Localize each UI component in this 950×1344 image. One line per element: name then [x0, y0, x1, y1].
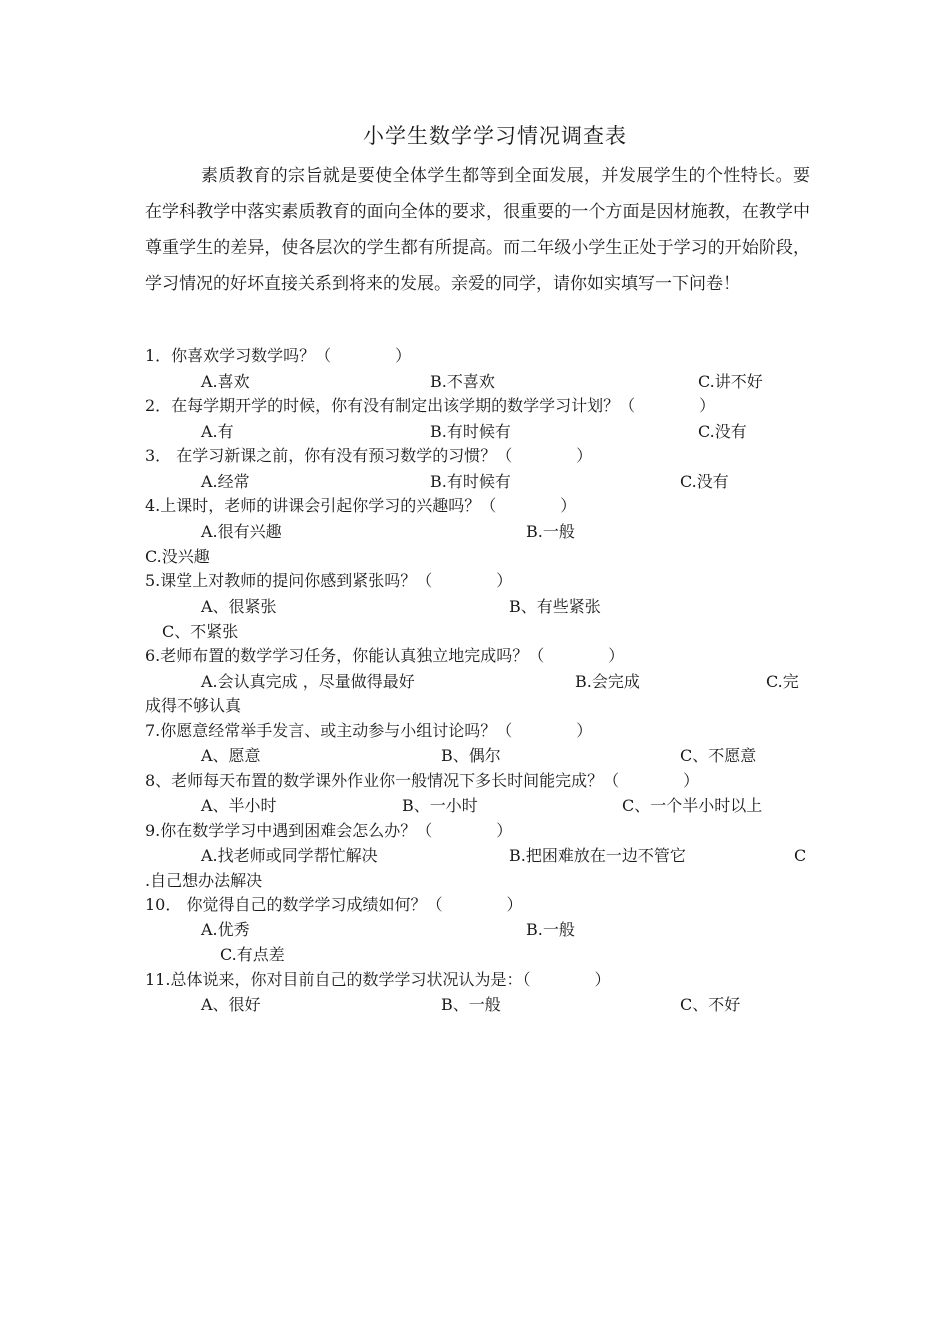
- question-5-option-c[interactable]: C、不紧张: [162, 622, 239, 641]
- question-6: 6.老师布置的数学学习任务，你能认真独立地完成吗？（ ）: [145, 646, 625, 665]
- question-9-option-c-continued: .自己想办法解决: [145, 871, 263, 890]
- question-5-option-b[interactable]: B、有些紧张: [509, 597, 601, 616]
- question-11-option-b[interactable]: B、一般: [441, 995, 501, 1014]
- question-11-option-a[interactable]: A、很好: [201, 995, 261, 1014]
- question-1: 1．你喜欢学习数学吗？（ ）: [145, 346, 412, 365]
- question-8-option-a[interactable]: A、半小时: [201, 796, 277, 815]
- page-title: 小学生数学学习情况调查表: [363, 124, 627, 148]
- question-7-option-b[interactable]: B、偶尔: [441, 746, 501, 765]
- question-1-option-b[interactable]: B.不喜欢: [430, 372, 495, 391]
- question-4-option-a[interactable]: A.很有兴趣: [201, 522, 282, 541]
- question-6-option-c-continued: 成得不够认真: [145, 696, 242, 715]
- question-2-option-b[interactable]: B.有时候有: [430, 422, 511, 441]
- intro-text: 素质教育的宗旨就是要使全体学生都等到全面发展，并发展学生的个性特长。要在学科教学中落实素质教育的面向全体的要求，很重要的一个方面是因材施教，在教学中尊重学生的差异，使各层次的学生都有所提高。而二年级小学生正处于学习的开始阶段，学习情况的好坏直接关系到将来的发展。亲爱的同学，请你如实填写一下问卷！: [145, 166, 810, 294]
- question-9-option-a[interactable]: A.找老师或同学帮忙解决: [201, 846, 378, 865]
- question-6-option-c[interactable]: C.完: [766, 672, 799, 691]
- question-8-option-c[interactable]: C、一个半小时以上: [622, 796, 763, 815]
- question-10-option-a[interactable]: A.优秀: [201, 920, 250, 939]
- question-7-option-a[interactable]: A、愿意: [201, 746, 261, 765]
- question-3-option-a[interactable]: A.经常: [201, 472, 250, 491]
- question-10-option-c[interactable]: C.有点差: [220, 945, 285, 964]
- question-6-option-b[interactable]: B.会完成: [575, 672, 640, 691]
- question-5-option-a[interactable]: A、很紧张: [201, 597, 277, 616]
- question-4-option-b[interactable]: B.一般: [526, 522, 575, 541]
- question-8: 8、老师每天布置的数学课外作业你一般情况下多长时间能完成？（ ）: [145, 771, 700, 790]
- question-10: 10． 你觉得自己的数学学习成绩如何？（ ）: [145, 895, 523, 914]
- question-6-option-a[interactable]: A.会认真完成 ，尽量做得最好: [201, 672, 415, 691]
- question-1-option-c[interactable]: C.讲不好: [698, 372, 763, 391]
- question-10-option-b[interactable]: B.一般: [526, 920, 575, 939]
- question-7: 7.你愿意经常举手发言、或主动参与小组讨论吗？（ ）: [145, 721, 593, 740]
- question-4-option-c[interactable]: C.没兴趣: [145, 547, 210, 566]
- question-1-option-a[interactable]: A.喜欢: [201, 372, 250, 391]
- question-9: 9.你在数学学习中遇到困难会怎么办？（ ）: [145, 821, 513, 840]
- question-5: 5.课堂上对教师的提问你感到紧张吗？（ ）: [145, 571, 513, 590]
- question-3: 3． 在学习新课之前，你有没有预习数学的习惯？（ ）: [145, 446, 593, 465]
- question-2-option-a[interactable]: A.有: [201, 422, 234, 441]
- question-11-option-c[interactable]: C、不好: [680, 995, 741, 1014]
- question-9-option-c[interactable]: C: [794, 846, 807, 865]
- question-2: 2．在每学期开学的时候，你有没有制定出该学期的数学学习计划？（ ）: [145, 396, 716, 415]
- intro-paragraph: [145, 158, 810, 302]
- question-4: 4.上课时，老师的讲课会引起你学习的兴趣吗？（ ）: [145, 496, 577, 515]
- question-8-option-b[interactable]: B、一小时: [402, 796, 478, 815]
- question-2-option-c[interactable]: C.没有: [698, 422, 747, 441]
- question-9-option-b[interactable]: B.把困难放在一边不管它: [509, 846, 686, 865]
- question-3-option-b[interactable]: B.有时候有: [430, 472, 511, 491]
- question-11: 11.总体说来，你对目前自己的数学学习状况认为是：（ ）: [145, 970, 611, 989]
- question-3-option-c[interactable]: C.没有: [680, 472, 729, 491]
- question-7-option-c[interactable]: C、不愿意: [680, 746, 757, 765]
